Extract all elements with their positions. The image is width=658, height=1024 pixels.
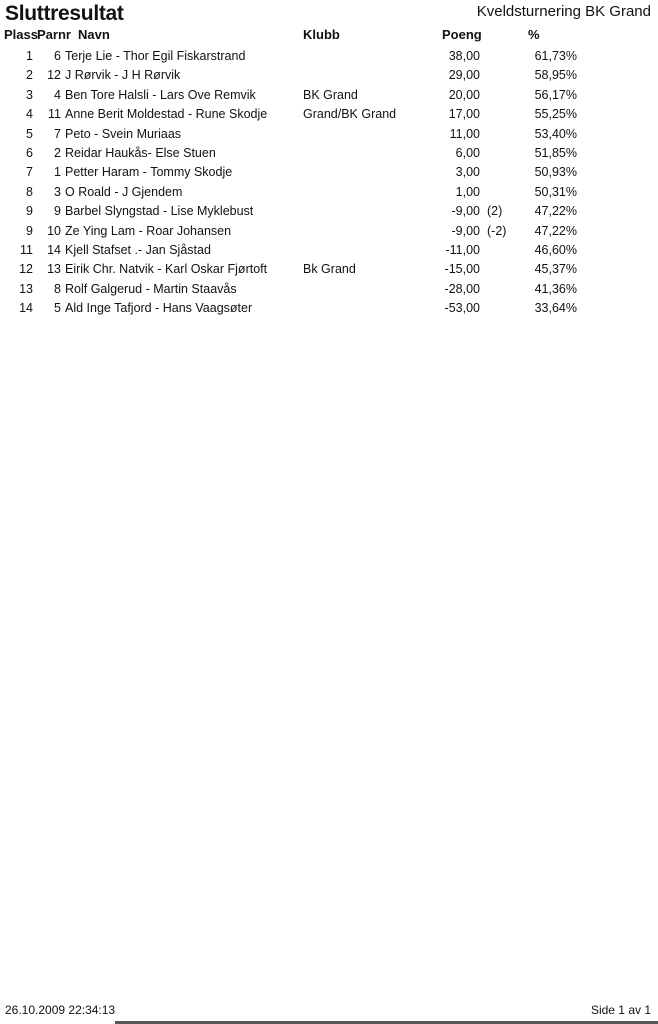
cell-navn: Peto - Svein Muriaas — [65, 126, 182, 141]
cell-suffix — [480, 66, 525, 85]
table-row — [0, 144, 658, 163]
table-row — [0, 163, 658, 182]
cell-plass: 1 — [26, 49, 33, 63]
cell-poeng: 3,00 — [455, 165, 480, 180]
cell-plass: 14 — [19, 301, 33, 316]
cell-poeng: -9,00 — [451, 204, 480, 219]
cell-plass: 8 — [26, 184, 33, 199]
cell-parnr: 7 — [54, 126, 61, 141]
cell-klubb — [303, 280, 430, 299]
cell-pct: 45,37% — [534, 262, 577, 277]
cell-suffix — [480, 47, 525, 66]
cell-poeng: -15,00 — [444, 262, 480, 277]
table-row — [0, 66, 658, 85]
cell-navn: Anne Berit Moldestad - Rune Skodje — [65, 107, 268, 122]
table-row — [0, 105, 658, 124]
cell-navn: Reidar Haukås- Else Stuen — [65, 145, 216, 160]
cell-klubb: Grand/BK Grand — [303, 107, 397, 122]
page-indicator: Side 1 av 1 — [590, 1003, 651, 1017]
cell-poeng: 38,00 — [448, 49, 480, 63]
cell-parnr: 3 — [54, 184, 61, 199]
cell-suffix — [480, 299, 525, 318]
cell-parnr: 14 — [47, 242, 61, 257]
cell-plass: 6 — [26, 145, 33, 160]
cell-pct: 56,17% — [534, 87, 577, 102]
cell-poeng: -28,00 — [444, 281, 480, 296]
cell-plass: 11 — [20, 242, 33, 257]
cell-klubb — [303, 241, 430, 260]
cell-poeng: 11,00 — [449, 126, 480, 141]
cell-pct: 47,22% — [534, 204, 577, 219]
cell-poeng: 6,00 — [455, 145, 480, 160]
cell-pct: 50,93% — [534, 165, 577, 180]
table-row — [0, 241, 658, 260]
cell-parnr: 2 — [54, 145, 61, 160]
cell-suffix: (2) — [487, 204, 503, 219]
table-row — [0, 125, 658, 144]
table-row — [0, 280, 658, 299]
cell-parnr: 11 — [48, 107, 61, 122]
table-row — [0, 47, 658, 66]
cell-plass: 4 — [26, 107, 33, 122]
cell-parnr: 8 — [54, 281, 61, 296]
cell-parnr: 4 — [54, 87, 61, 102]
cell-plass: 9 — [26, 204, 33, 219]
cell-suffix — [480, 144, 525, 163]
header-klubb: Klubb — [303, 27, 340, 42]
cell-suffix — [480, 280, 525, 299]
cell-klubb — [303, 125, 430, 144]
cell-klubb: BK Grand — [303, 87, 358, 102]
cell-navn: Eirik Chr. Natvik - Karl Oskar Fjørtoft — [65, 262, 268, 277]
cell-poeng: -11,00 — [445, 242, 480, 257]
cell-parnr: 13 — [47, 262, 61, 277]
cell-suffix — [480, 260, 525, 279]
cell-pct: 61,73% — [534, 49, 577, 63]
cell-navn: J Rørvik - J H Rørvik — [65, 68, 181, 83]
cell-plass: 3 — [26, 87, 33, 102]
cell-navn: Petter Haram - Tommy Skodje — [65, 165, 233, 180]
cell-pct: 46,60% — [534, 242, 577, 257]
cell-plass: 2 — [26, 68, 33, 83]
cell-suffix — [480, 241, 525, 260]
event-title: Kveldsturnering BK Grand — [476, 3, 651, 20]
cell-klubb — [303, 222, 430, 241]
cell-pct: 47,22% — [534, 223, 577, 238]
cell-pct: 53,40% — [534, 126, 577, 141]
cell-klubb: Bk Grand — [303, 262, 356, 277]
cell-parnr: 12 — [47, 68, 61, 83]
table-row — [0, 183, 658, 202]
cell-klubb — [303, 202, 430, 221]
cell-plass: 12 — [19, 262, 33, 277]
results-table — [0, 47, 658, 318]
cell-plass: 5 — [26, 126, 33, 141]
cell-poeng: 1,00 — [455, 184, 480, 199]
cell-parnr: 10 — [47, 223, 61, 238]
cell-suffix — [480, 163, 525, 182]
table-header-row — [0, 27, 658, 44]
cell-klubb — [303, 66, 430, 85]
header-poeng: Poeng — [442, 27, 482, 42]
table-row — [0, 299, 658, 318]
header-plass: Plass — [4, 27, 38, 42]
cell-suffix — [480, 105, 525, 124]
cell-navn: Ben Tore Halsli - Lars Ove Remvik — [65, 87, 256, 102]
cell-poeng: 20,00 — [448, 87, 480, 102]
table-row — [0, 260, 658, 279]
cell-navn: Kjell Stafset .- Jan Sjåstad — [65, 242, 211, 257]
cell-poeng: -53,00 — [444, 301, 480, 316]
cell-pct: 41,36% — [534, 281, 577, 296]
print-timestamp: 26.10.2009 22:34:13 — [5, 1003, 116, 1017]
table-row — [0, 222, 658, 241]
cell-navn: Rolf Galgerud - Martin Staavås — [65, 281, 237, 296]
header-navn: Navn — [78, 27, 110, 42]
cell-plass: 9 — [26, 223, 33, 238]
cell-parnr: 1 — [54, 165, 61, 180]
cell-klubb — [303, 299, 430, 318]
header-parnr: Parnr — [37, 27, 71, 42]
cell-klubb — [303, 47, 430, 66]
cell-klubb — [303, 183, 430, 202]
cell-pct: 55,25% — [534, 107, 577, 122]
cell-poeng: 29,00 — [448, 68, 480, 83]
cell-suffix — [480, 86, 525, 105]
cell-navn: O Roald - J Gjendem — [65, 184, 183, 199]
cell-klubb — [303, 163, 430, 182]
cell-navn: Ze Ying Lam - Roar Johansen — [65, 223, 232, 238]
cell-pct: 51,85% — [534, 145, 577, 160]
cell-suffix — [480, 183, 525, 202]
cell-parnr: 5 — [54, 301, 61, 316]
cell-suffix: (-2) — [487, 223, 507, 238]
page-footer — [5, 1003, 651, 1017]
page-title: Sluttresultat — [5, 2, 124, 25]
cell-pct: 33,64% — [534, 301, 577, 316]
cell-parnr: 6 — [54, 49, 61, 63]
cell-navn: Terje Lie - Thor Egil Fiskarstrand — [65, 49, 246, 63]
cell-poeng: 17,00 — [448, 107, 480, 122]
cell-parnr: 9 — [54, 204, 61, 219]
cell-navn: Ald Inge Tafjord - Hans Vaagsøter — [65, 301, 253, 316]
cell-navn: Barbel Slyngstad - Lise Myklebust — [65, 204, 254, 219]
table-row — [0, 202, 658, 221]
cell-pct: 50,31% — [534, 184, 577, 199]
table-row — [0, 86, 658, 105]
cell-plass: 13 — [19, 281, 33, 296]
header-percent: % — [528, 27, 540, 42]
cell-suffix — [480, 125, 525, 144]
cell-plass: 7 — [26, 165, 33, 180]
cell-klubb — [303, 144, 430, 163]
cell-poeng: -9,00 — [451, 223, 480, 238]
cell-pct: 58,95% — [534, 68, 577, 83]
